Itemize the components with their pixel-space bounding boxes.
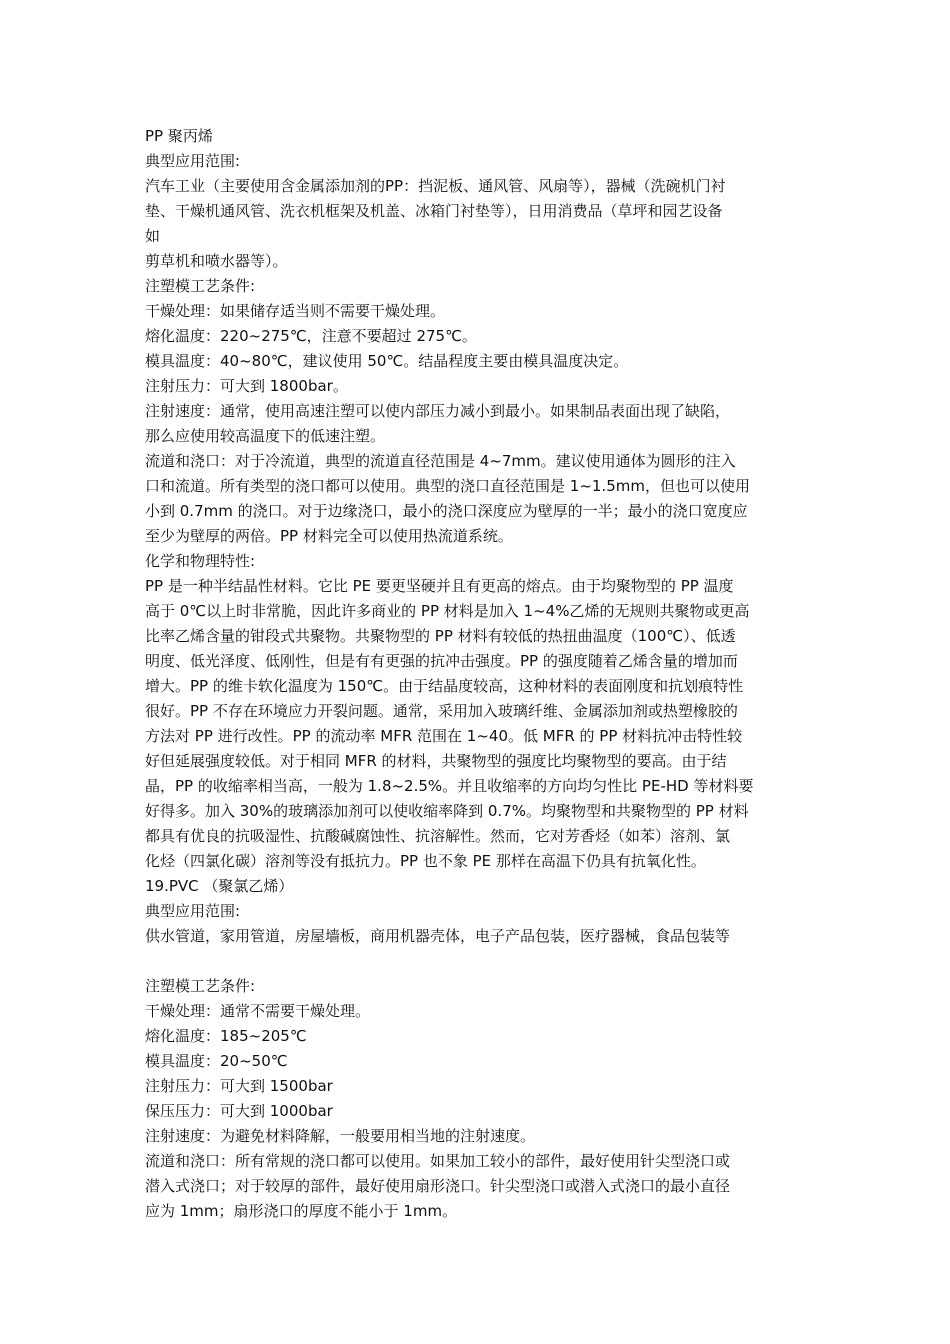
section-title-pvc: 19.PVC （聚氯乙烯）: [145, 877, 294, 895]
paragraph-line: 比率乙烯含量的钳段式共聚物。共聚物型的 PP 材料有较低的热扭曲温度（100℃）、低透: [145, 627, 736, 645]
heading-application-range: 典型应用范围:: [145, 152, 241, 170]
paragraph-line: 注射速度：为避免材料降解，一般要用相当地的注射速度。: [145, 1127, 536, 1145]
paragraph-line: 好但延展强度较低。对于相同 MFR 的材料，共聚物型的强度比均聚物型的要高。由于结: [145, 752, 727, 770]
paragraph-line: 熔化温度：220~275℃，注意不要超过 275℃。: [145, 327, 477, 345]
paragraph-line: 注射速度：通常，使用高速注塑可以使内部压力减小到最小。如果制品表面出现了缺陷，: [145, 402, 731, 420]
paragraph-line: 都具有优良的抗吸湿性、抗酸碱腐蚀性、抗溶解性。然而，它对芳香烃（如苯）溶剂、氯: [145, 827, 731, 845]
paragraph-line: 垫、干燥机通风管、洗衣机框架及机盖、冰箱门衬垫等），日用消费品（草坪和园艺设备: [145, 202, 723, 220]
paragraph-line: PP 是一种半结晶性材料。它比 PE 要更坚硬并且有更高的熔点。由于均聚物型的 PP 温度: [145, 577, 734, 595]
paragraph-line: 方法对 PP 进行改性。PP 的流动率 MFR 范围在 1~40。低 MFR 的 PP 材料抗冲击特性较: [145, 727, 743, 745]
paragraph-line: 流道和浇口：对于冷流道，典型的流道直径范围是 4~7mm。建议使用通体为圆形的注入: [145, 452, 736, 470]
paragraph-line: 口和流道。所有类型的浇口都可以使用。典型的浇口直径范围是 1~1.5mm，但也可以使用: [145, 477, 750, 495]
paragraph-line: 化烃（四氯化碳）溶剂等没有抵抗力。PP 也不象 PE 那样在高温下仍具有抗氧化性。: [145, 852, 706, 870]
paragraph-line: 供水管道，家用管道，房屋墙板，商用机器壳体，电子产品包装，医疗器械，食品包装等: [145, 927, 731, 945]
heading-molding-conditions: 注塑模工艺条件:: [145, 277, 256, 295]
paragraph-line: 小到 0.7mm 的浇口。对于边缘浇口，最小的浇口深度应为壁厚的一半；最小的浇口宽度应: [145, 502, 748, 520]
paragraph-line: 明度、低光泽度、低刚性，但是有有更强的抗冲击强度。PP 的强度随着乙烯含量的增加而: [145, 652, 738, 670]
heading-molding-conditions: 注塑模工艺条件:: [145, 977, 256, 995]
document-page: [145, 124, 810, 1224]
paragraph-line: 保压压力：可大到 1000bar: [145, 1102, 333, 1120]
paragraph-line: 剪草机和喷水器等）。: [145, 252, 288, 270]
paragraph-line: 高于 0℃以上时非常脆，因此许多商业的 PP 材料是加入 1~4%乙烯的无规则共聚物或更高: [145, 602, 750, 620]
paragraph-line: 很好。PP 不存在环境应力开裂问题。通常，采用加入玻璃纤维、金属添加剂或热塑橡胶的: [145, 702, 738, 720]
paragraph-line: 注射压力：可大到 1500bar: [145, 1077, 333, 1095]
paragraph-line: 增大。PP 的维卡软化温度为 150℃。由于结晶度较高，这种材料的表面刚度和抗划痕特性: [145, 677, 744, 695]
paragraph-line: 至少为壁厚的两倍。PP 材料完全可以使用热流道系统。: [145, 527, 513, 545]
paragraph-line: 应为 1mm；扇形浇口的厚度不能小于 1mm。: [145, 1202, 458, 1220]
paragraph-line: 干燥处理：如果储存适当则不需要干燥处理。: [145, 302, 446, 320]
section-title-pp: PP 聚丙烯: [145, 127, 213, 145]
paragraph-line: 模具温度：40~80℃，建议使用 50℃。结晶程度主要由模具温度决定。: [145, 352, 629, 370]
paragraph-line: 晶，PP 的收缩率相当高，一般为 1.8~2.5%。并且收缩率的方向均匀性比 PE-HD 等材料要: [145, 777, 754, 795]
paragraph-line: 那么应使用较高温度下的低速注塑。: [145, 427, 386, 445]
paragraph-line: 注射压力：可大到 1800bar。: [145, 377, 348, 395]
paragraph-line: 流道和浇口：所有常规的浇口都可以使用。如果加工较小的部件，最好使用针尖型浇口或: [145, 1152, 731, 1170]
paragraph-line: 如: [145, 227, 161, 245]
heading-application-range: 典型应用范围:: [145, 902, 241, 920]
paragraph-line: 干燥处理：通常不需要干燥处理。: [145, 1002, 371, 1020]
paragraph-line: 模具温度：20~50℃: [145, 1052, 288, 1070]
blank-line: [145, 949, 810, 974]
paragraph-line: 潜入式浇口；对于较厚的部件，最好使用扇形浇口。针尖型浇口或潜入式浇口的最小直径: [145, 1177, 731, 1195]
paragraph-line: 好得多。加入 30%的玻璃添加剂可以使收缩率降到 0.7%。均聚物型和共聚物型的 PP 材料: [145, 802, 749, 820]
paragraph-line: 汽车工业（主要使用含金属添加剂的PP：挡泥板、通风管、风扇等），器械（洗碗机门衬: [145, 177, 726, 195]
heading-chem-physical: 化学和物理特性:: [145, 552, 256, 570]
paragraph-line: 熔化温度：185~205℃: [145, 1027, 307, 1045]
